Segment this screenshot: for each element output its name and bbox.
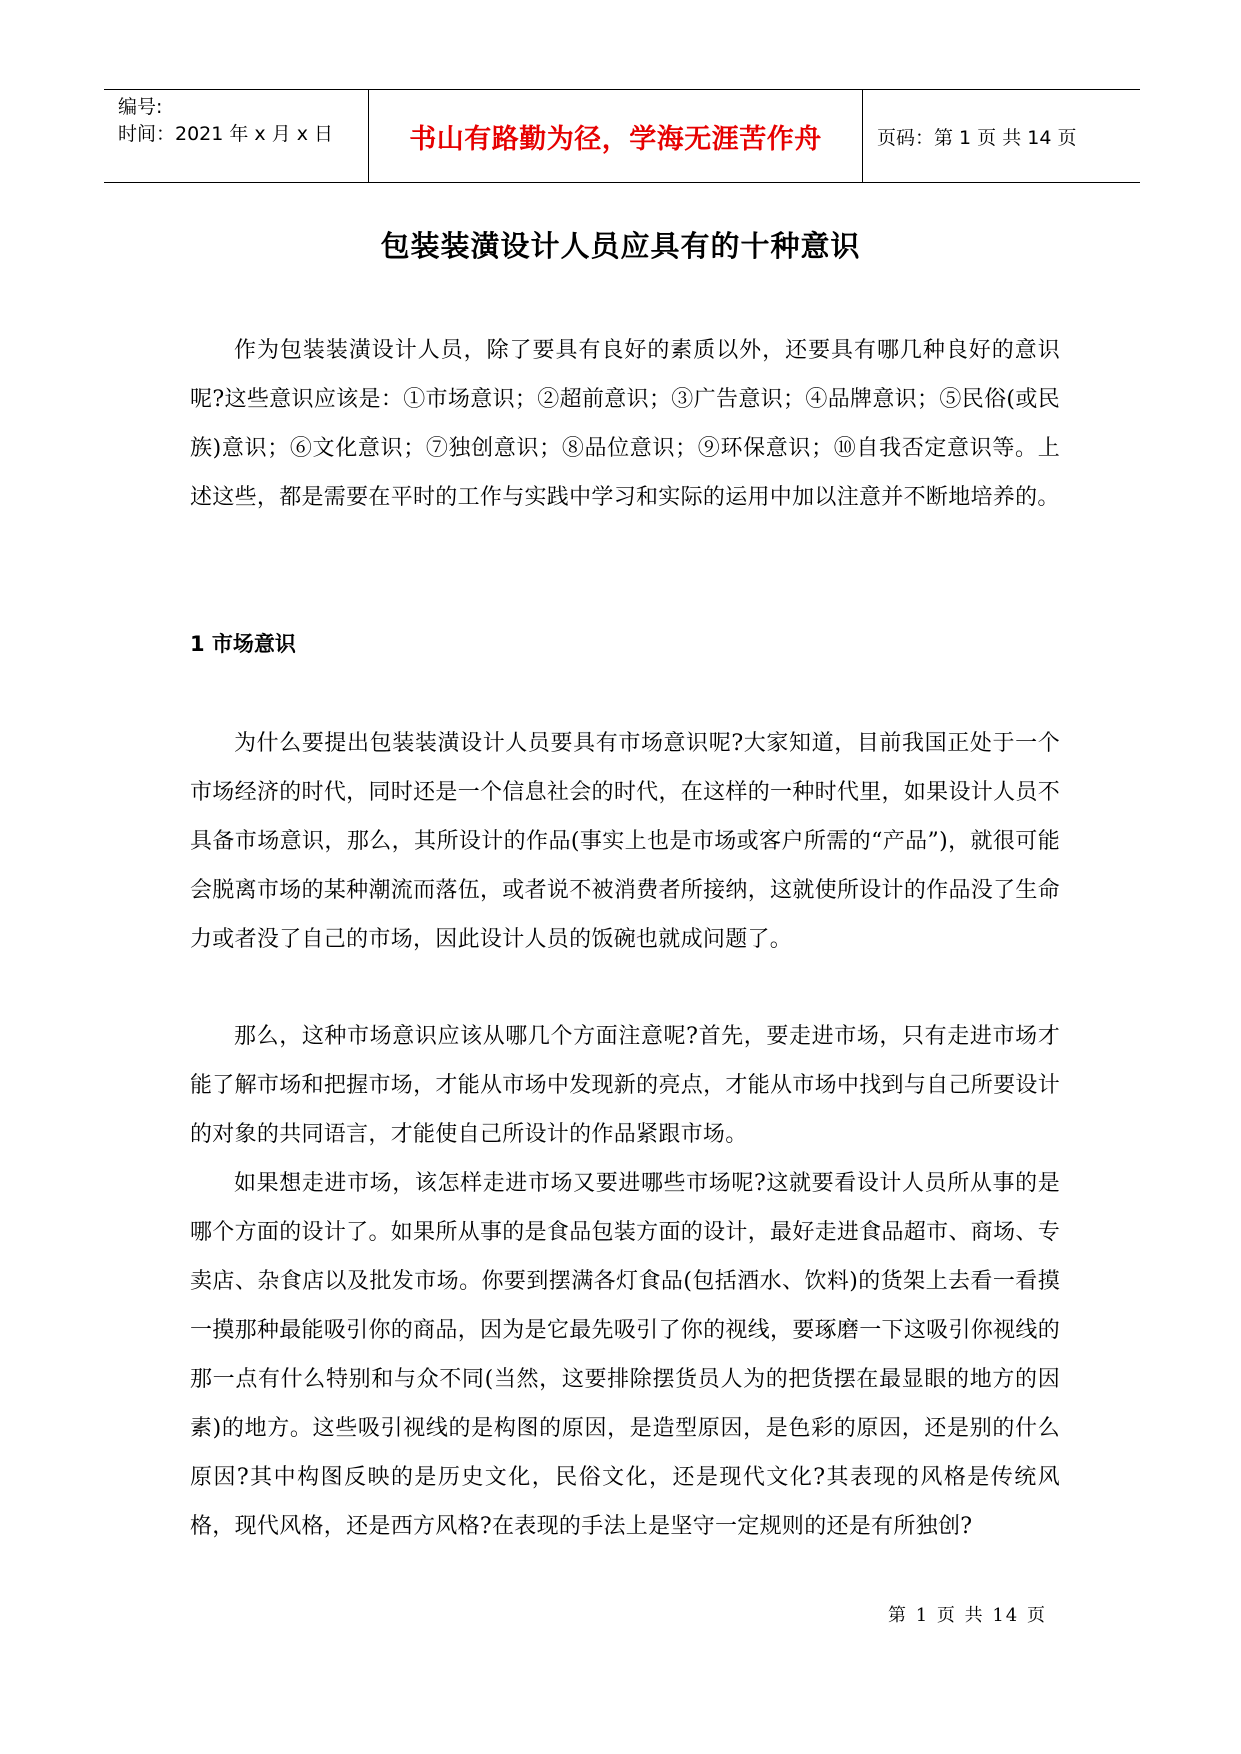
- header-page-info: 页码：第 1 页 共 14 页: [877, 126, 1077, 149]
- header-number-label: 编号:: [118, 96, 163, 118]
- body-paragraph: 如果想走进市场，该怎样走进市场又要进哪些市场呢?这就要看设计人员所从事的是哪个方面的设计了。如果所从事的是食品包装方面的设计，最好走进食品超市、商场、专卖店、杂食店以及批发市场。你要到摆满各灯食品(包括酒水、饮料)的货架上去看一看摸一摸那种最能吸引你的商品，因为是它最先吸引了你的视线，要琢磨一下这吸引你视线的那一点有什么特别和与众不同(当然，这要排除摆货员人为的把货摆在最显眼的地方的因素)的地方。这些吸引视线的是构图的原因，是造型原因，是色彩的原因，还是别的什么原因?其中构图反映的是历史文化，民俗文化，还是现代文化?其表现的风格是传统风格，现代风格，还是西方风格?在表现的手法上是坚守一定规则的还是有所独创?: [190, 1171, 1060, 1539]
- section-heading: 1 市场意识: [190, 632, 296, 656]
- body-paragraph: 为什么要提出包装装潢设计人员要具有市场意识呢?大家知道，目前我国正处于一个市场经济的时代，同时还是一个信息社会的时代，在这样的一种时代里，如果设计人员不具备市场意识，那么，其所设计的作品(事实上也是市场或客户所需的“产品”)，就很可能会脱离市场的某种潮流而落伍，或者说不被消费者所接纳，这就使所设计的作品没了生命力或者没了自己的市场，因此设计人员的饭碗也就成问题了。: [190, 731, 1060, 952]
- page-header: [104, 89, 1140, 183]
- header-time-label: 时间：2021 年 x 月 x 日: [118, 123, 334, 145]
- header-motto: 书山有路勤为径，学海无涯苦作舟: [369, 90, 863, 182]
- page-footer: 第 1 页 共 14 页: [888, 1605, 1047, 1626]
- body-paragraph: 那么，这种市场意识应该从哪几个方面注意呢?首先，要走进市场，只有走进市场才能了解市场和把握市场，才能从市场中发现新的亮点，才能从市场中找到与自己所要设计的对象的共同语言，才能使自己所设计的作品紧跟市场。: [190, 1024, 1060, 1147]
- intro-paragraph: 作为包装装潢设计人员，除了要具有良好的素质以外，还要具有哪几种良好的意识呢?这些意识应该是：①市场意识；②超前意识；③广告意识；④品牌意识；⑤民俗(或民族)意识；⑥文化意识；⑦独创意识；⑧品位意识；⑨环保意识；⑩自我否定意识等。上述这些，都是需要在平时的工作与实践中学习和实际的运用中加以注意并不断地培养的。: [190, 338, 1060, 510]
- header-meta: [104, 90, 369, 182]
- document-title: 包装装潢设计人员应具有的十种意识: [380, 229, 861, 263]
